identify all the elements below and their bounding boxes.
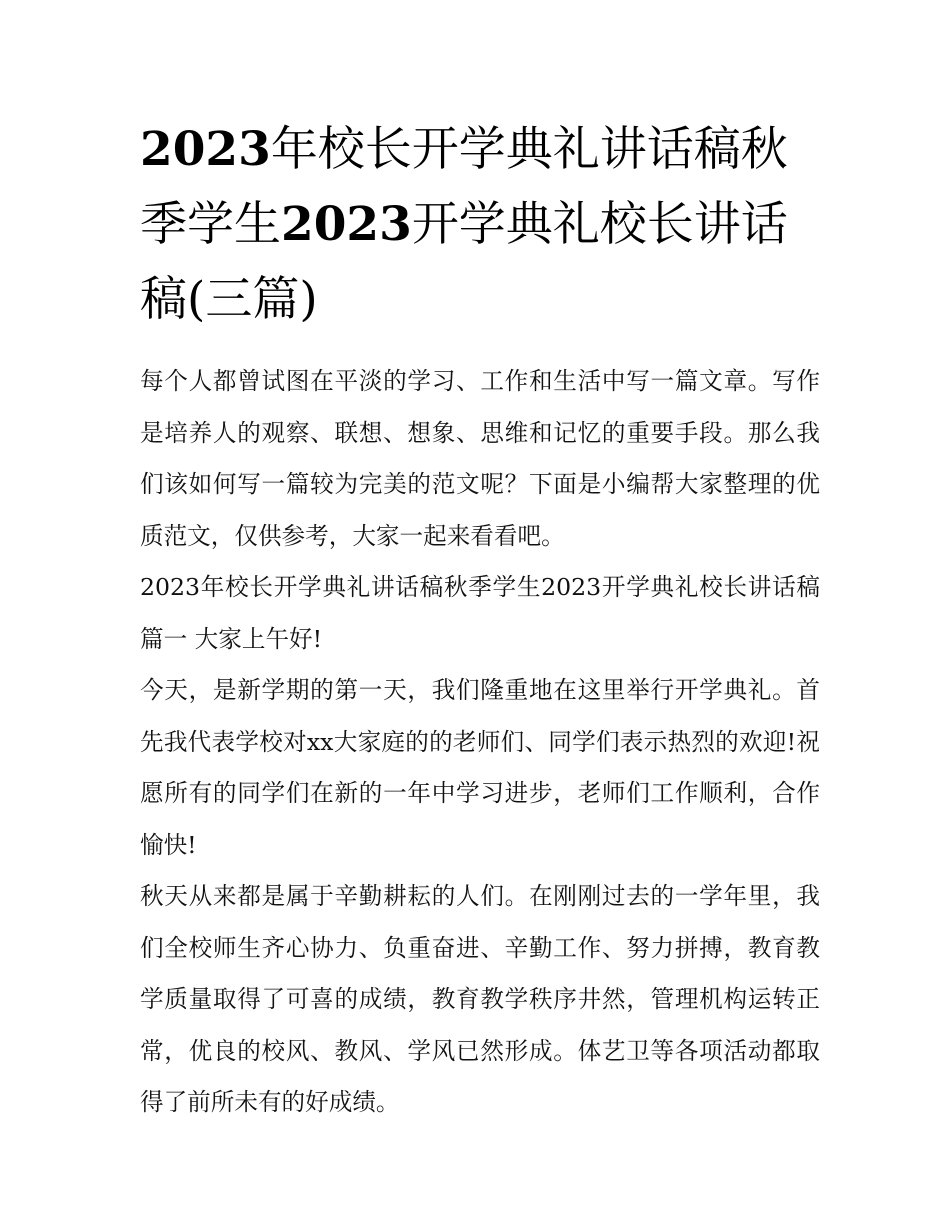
title-part-2: 开学典礼校长讲话稿(三篇) [140,197,788,327]
paragraph-intro: 每个人都曾试图在平淡的学习、工作和生活中写一篇文章。写作是培养人的观察、联想、想象、思维和记忆的重要手段。那么我们该如何写一篇较为完美的范文呢？下面是小编帮大家整理的优质范文，仅供参考，大家一起来看看吧。 [140,367,820,550]
title-year-1: 2023 [140,122,271,177]
paragraph-welcome: 今天，是新学期的第一天，我们隆重地在这里举行开学典礼。首先我代表学校对xx大家庭的的老师们、同学们表示热烈的欢迎!祝愿所有的同学们在新的一年中学习进步，老师们工作顺利，合作愉快! [140,676,820,859]
document-title [140,112,830,337]
paragraph-autumn: 秋天从来都是属于辛勤耕耘的人们。在刚刚过去的一学年里，我们全校师生齐心协力、负重奋进、辛勤工作、努力拼搏，教育教学质量取得了可喜的成绩，教育教学秩序井然，管理机构运转正常，优良的校风、教风、学风已然形成。体艺卫等各项活动都取得了前所未有的好成绩。 [140,882,820,1116]
title-year-2: 2023 [281,197,412,252]
title-part-1: 年校长开学典礼讲话稿秋季学生 [140,122,788,252]
document-body [140,356,820,1129]
paragraph-heading-greeting: 2023年校长开学典礼讲话稿秋季学生2023开学典礼校长讲话稿篇一 大家上午好! [140,573,820,653]
